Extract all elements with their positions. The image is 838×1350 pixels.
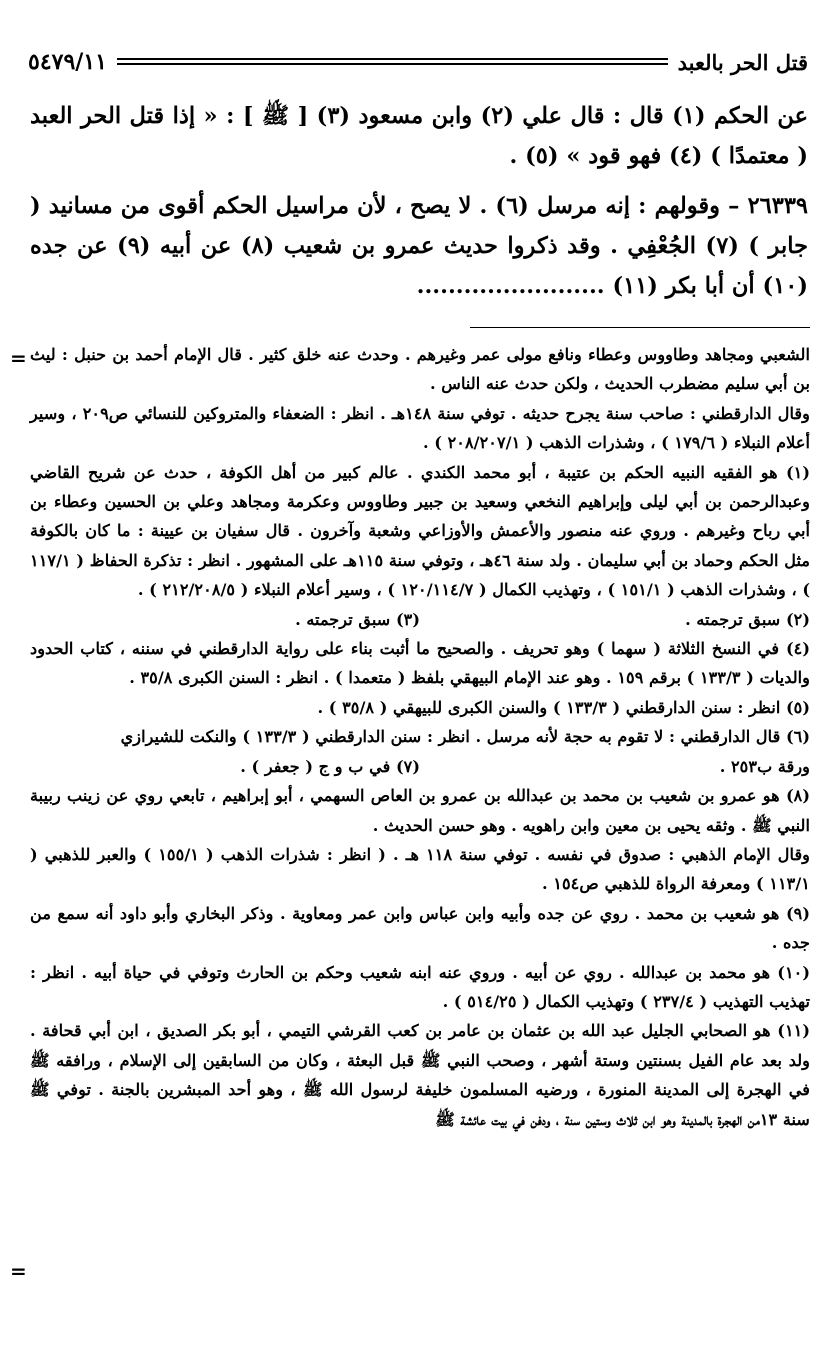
footnote-pair-6-7 (30, 752, 810, 781)
main-paragraph-1: عن الحكم (١) قال : قال علي (٢) وابن مسعود (٣) [ ﷺ ] : « إذا قتل الحر العبد ( معتمدًا ) (٤) فهو قود » (٥) . (30, 103, 808, 169)
main-text (30, 96, 808, 306)
footnote-11: (١١) هو الصحابي الجليل عبد الله بن عثمان بن عامر بن كعب القرشي التيمي ، أبو بكر الصديق ، ابن أبي قحافة . ولد بعد عام الفيل بسنتين وستة أشهر ، وصحب النبي ﷺ قبل البعثة ، وكان من السابقين إلى الإسلام ، ورافقه ﷺ في الهجرة إلى المدينة المنورة ، ورضيه المسلمون خليفة لرسول الله ﷺ ، وهو أحد المبشرين بالجنة . توفي ﷺ سنة ١٣من الهجرة بالمدينة وهو ابن ثلاث وستين سنة ، ودفن في بيت عائشة ﷺ (30, 1021, 810, 1129)
footnote-8-cont: وقال الإمام الذهبي : صدوق في نفسه . توفي سنة ١١٨ هـ . ( انظر : شذرات الذهب ( ١٥٥/١ ) والعبر للذهبي ( ١١٣/١ ) ومعرفة الرواة للذهبي ص١٥٤ . (30, 844, 810, 894)
main-paragraph-2: ٢٦٣٣٩ – وقولهم : إنه مرسل (٦) . لا يصح ، لأن مراسيل الحكم أقوى من مسانيد ( جابر ) (٧) الجُعْفِي . وقد ذكروا حديث عمرو بن شعيب (٨) عن أبيه (٩) عن جده (١٠) أن أبا بكر (١١) ........................ (30, 193, 808, 299)
footnote-pair-2-3 (30, 605, 810, 634)
footnotes (30, 340, 810, 1134)
continuation-mark-top: = (10, 346, 27, 370)
chapter-title: قتل الحر بالعبد (677, 49, 808, 75)
footnote-9: (٩) هو شعيب بن محمد . روي عن جده وأبيه وابن عباس وابن عمر ومعاوية . وذكر البخاري وأبو داود أنه سمع من جده . (30, 903, 810, 953)
continuation-mark-bottom: = (10, 1259, 27, 1283)
footnote-continued-1: الشعبي ومجاهد وطاووس وعطاء ونافع مولى عمر وغيرهم . وحدث عنه خلق كثير . قال الإمام أحمد بن حنبل : ليث بن أبي سليم مضطرب الحديث ، ولكن حدث عنه الناس . (30, 345, 810, 394)
footnote-3: (٣) سبق ترجمته . (295, 609, 420, 629)
footnote-8: (٨) هو عمرو بن شعيب بن محمد بن عبدالله بن عمرو بن العاص السهمي ، أبو إبراهيم ، تابعي روي عن زينب ربيبة النبي ﷺ . وثقه يحيى بن معين وابن راهويه . وهو حسن الحديث . (30, 786, 810, 835)
footnote-7: (٧) في ب و ج ( جعفر ) . (240, 756, 420, 776)
footnote-1: (١) هو الفقيه النبيه الحكم بن عتيبة ، أبو محمد الكندي . عالم كبير من أهل الكوفة ، حدث عن شريح القاضي وعبدالرحمن بن أبي ليلى وإبراهيم النخعي وسعيد بن جبير وطاووس وعكرمة ومجاهد وعلي بن الحسين وعطاء بن أبي رباح وغيرهم . وروي عنه منصور والأعمش والأوزاعي وشعبة وآخرون . قال سفيان بن عيينة : ما كان بالكوفة مثل الحكم وحماد بن أبي سليمان . ولد سنة ٤٦هـ ، وتوفي سنة ١١٥هـ على المشهور . انظر : تذكرة الحفاظ ( ١١٧/١ ) ، وشذرات الذهب ( ١٥١/١ ) ، وتهذيب الكمال ( ١٢٠/١١٤/٧ ) ، وسير أعلام النبلاء ( ٢١٢/٢٠٨/٥ ) . (30, 462, 811, 600)
footnote-continued-2: وقال الدارقطني : صاحب سنة يجرح حديثه . توفي سنة ١٤٨هـ . انظر : الضعفاء والمتروكين للنسائي ص٢٠٩ ، وسير أعلام النبلاء ( ١٧٩/٦ ) ، وشذرات الذهب ( ٢٠٨/٢٠٧/١ ) . (30, 403, 810, 453)
footnote-separator (470, 327, 810, 328)
footnote-6: (٦) قال الدارقطني : لا تقوم به حجة لأنه مرسل . انظر : سنن الدارقطني ( ١٣٣/٣ ) والنكت للشيرازي (120, 727, 810, 747)
page-number: ٥٤٧٩/١١ (28, 49, 107, 75)
running-header (28, 45, 808, 79)
footnote-10: (١٠) هو محمد بن عبدالله . روي عن أبيه . وروي عنه ابنه شعيب وحكم بن الحارث وتوفي في حياة أبيه . انظر : تهذيب التهذيب ( ٢٣٧/٤ ) وتهذيب الكمال ( ٥١٤/٢٥ ) . (30, 962, 810, 1011)
header-double-rule (117, 58, 668, 66)
footnote-6-end: ورقة ب٢٥٣ . (719, 756, 810, 776)
footnote-5: (٥) انظر : سنن الدارقطني ( ١٣٣/٣ ) والسنن الكبرى للبيهقي ( ٣٥/٨ ) . (317, 697, 810, 717)
footnote-2: (٢) سبق ترجمته . (685, 609, 810, 629)
footnote-4: (٤) في النسخ الثلاثة ( سهما ) وهو تحريف . والصحيح ما أثبت بناء على رواية الدارقطني في سننه ، كتاب الحدود والديات ( ١٣٣/٣ ) برقم ١٥٩ . وهو عند الإمام البيهقي بلفظ ( متعمدا ) . انظر : السنن الكبرى ٣٥/٨ . (30, 639, 810, 688)
